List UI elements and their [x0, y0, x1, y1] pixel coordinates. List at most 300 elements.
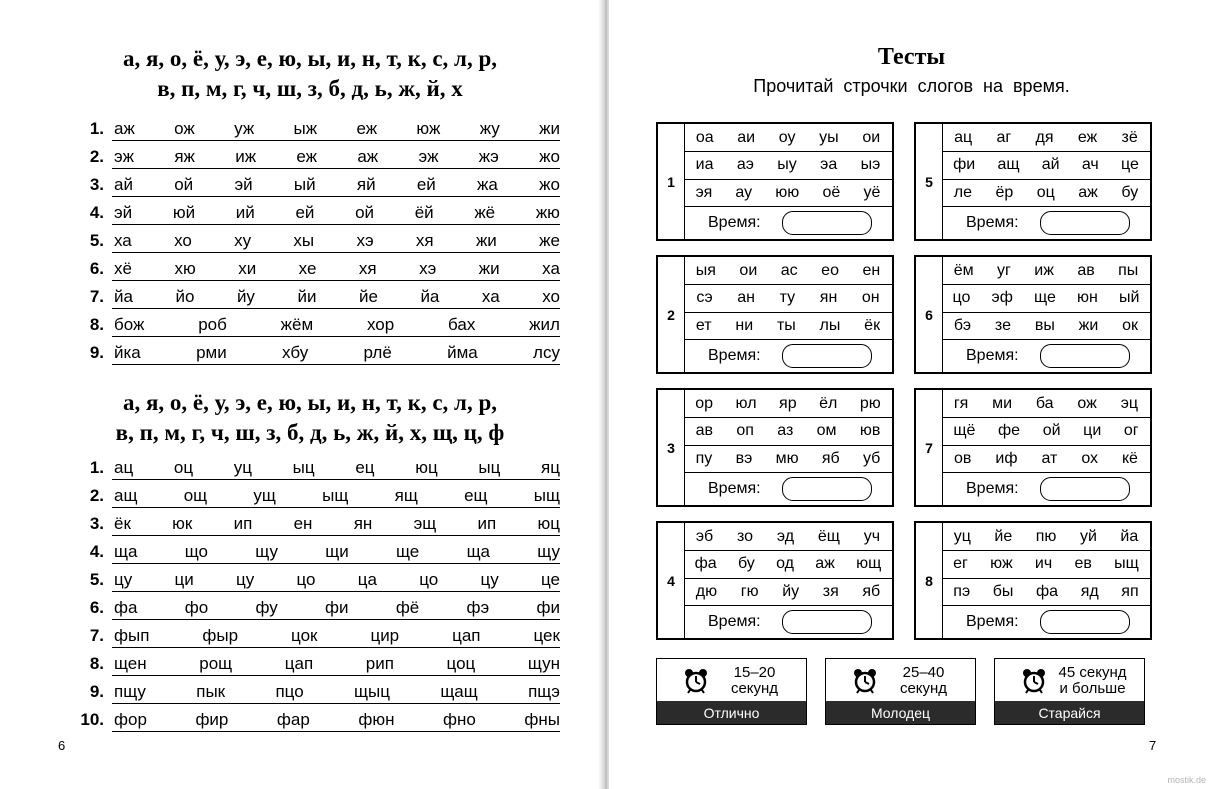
letters-line: в, п, м, г, ч, ш, з, б, д, ь, ж, й, х — [157, 76, 463, 101]
time-label: Время: — [966, 214, 1019, 231]
time-input-box[interactable] — [782, 477, 872, 501]
test-syllable-row — [942, 179, 1150, 207]
syllable: од — [776, 555, 794, 572]
test-number: 2 — [658, 257, 685, 372]
syllable: хё — [114, 259, 132, 278]
syllable: хэ — [419, 259, 437, 278]
test-syllable-row — [942, 312, 1150, 340]
time-input-box[interactable] — [782, 610, 872, 634]
row-underline — [112, 731, 560, 732]
syllable: фно — [443, 710, 476, 729]
row-syllables — [114, 119, 560, 139]
syllable: пцо — [275, 682, 304, 701]
syllable: хо — [542, 287, 560, 306]
row-number: 7. — [89, 626, 104, 645]
syllable: яц — [541, 458, 560, 477]
syllable: яд — [1080, 582, 1099, 600]
syllable: еж — [296, 147, 318, 166]
syllable: эж — [114, 147, 135, 166]
syllable: фу — [255, 598, 278, 617]
syllable: ян — [819, 289, 838, 306]
row-number: 1. — [89, 119, 104, 138]
syllable: дю — [695, 582, 718, 600]
syllable: ен — [862, 261, 881, 279]
syllable: ещ — [464, 486, 488, 505]
syllable: ха — [481, 287, 500, 306]
syllable-row — [70, 540, 560, 568]
syllable: ой — [174, 175, 194, 194]
test-syllable-row — [942, 124, 1150, 152]
syllable: ём — [953, 261, 974, 279]
syllable: юц — [415, 458, 438, 477]
syllable-row — [70, 624, 560, 652]
syllable: йу — [236, 287, 255, 306]
syllable: аг — [996, 128, 1012, 146]
syllable: ец — [355, 458, 375, 477]
syllable: ей — [295, 203, 315, 222]
score-time — [1047, 665, 1144, 697]
syllable: ущ — [253, 486, 276, 505]
syllable: юв — [859, 422, 881, 439]
right-page — [609, 0, 1214, 789]
time-label: Время: — [966, 347, 1019, 364]
test-syllable-row — [684, 578, 892, 606]
row-underline — [112, 703, 560, 704]
time-input-box[interactable] — [782, 211, 872, 235]
syllable: бэ — [953, 316, 972, 334]
syllable: ёр — [995, 183, 1014, 201]
syllable: жэ — [478, 147, 499, 166]
syllable: зя — [822, 582, 839, 600]
row-underline — [112, 224, 560, 225]
syllable: ёк — [864, 316, 881, 334]
row-underline — [112, 280, 560, 281]
time-row — [942, 207, 1150, 239]
test-box-7 — [914, 388, 1152, 507]
syllable: цок — [291, 626, 318, 645]
syllable: эа — [820, 156, 838, 173]
score-label: Отлично — [657, 701, 806, 724]
syllable: хо — [174, 231, 192, 250]
watermark: mostik.de — [1167, 775, 1206, 785]
time-row — [684, 340, 892, 372]
letters-header-1 — [50, 44, 570, 104]
time-input-box[interactable] — [1040, 610, 1130, 634]
row-syllables — [114, 542, 560, 562]
time-input-box[interactable] — [1040, 344, 1130, 368]
syllable: фып — [114, 626, 150, 645]
test-number: 6 — [916, 257, 943, 372]
test-number: 5 — [916, 124, 943, 239]
syllable: же — [539, 231, 560, 250]
syllable-row — [70, 285, 560, 313]
syllable: мю — [775, 449, 799, 467]
time-label: Время: — [966, 613, 1019, 630]
alarm-clock-icon — [1021, 668, 1047, 694]
syllable: оу — [778, 128, 796, 146]
syllable: це — [540, 570, 560, 589]
syllable: жём — [280, 315, 314, 334]
row-number: 8. — [89, 654, 104, 673]
syllable: пю — [1035, 527, 1057, 545]
syllable: эщ — [413, 514, 437, 533]
letters-line: а, я, о, ё, у, э, е, ю, ы, и, н, т, к, с, л, р, — [122, 46, 497, 71]
alarm-clock-icon — [683, 668, 709, 694]
syllable: цу — [114, 570, 133, 589]
syllable: пы — [1118, 261, 1139, 279]
syllable: рми — [196, 343, 227, 362]
syllable: зё — [1121, 128, 1138, 146]
row-number: 6. — [89, 259, 104, 278]
syllable: хи — [238, 259, 257, 278]
syllable: ощ — [183, 486, 208, 505]
row-number: 8. — [89, 315, 104, 334]
syllable: йа — [420, 287, 440, 306]
syllable: сэ — [696, 289, 713, 306]
syllable: фор — [114, 710, 147, 729]
test-number: 8 — [916, 523, 943, 638]
syllable: фо — [184, 598, 209, 617]
syllable: иф — [995, 449, 1018, 467]
syllable: ыж — [293, 119, 318, 138]
syllable: рип — [365, 654, 394, 673]
letters-line: а, я, о, ё, у, э, е, ю, ы, и, н, т, к, с, л, р, — [122, 390, 497, 415]
syllable: ще — [1033, 289, 1056, 306]
syllable: ми — [992, 394, 1013, 412]
test-syllable-row — [942, 523, 1150, 551]
syllable: бу — [1121, 183, 1139, 201]
row-underline — [112, 675, 560, 676]
syllable: жи — [478, 259, 500, 278]
syllable: хе — [298, 259, 317, 278]
test-number: 7 — [916, 390, 943, 505]
syllable: хэ — [356, 231, 374, 250]
syllable: аж — [1078, 183, 1098, 201]
syllable-row — [70, 680, 560, 708]
syllable: ау — [735, 183, 753, 201]
syllable: йе — [358, 287, 378, 306]
row-syllables — [114, 287, 560, 307]
syllable: еж — [356, 119, 378, 138]
test-syllable-row — [684, 257, 892, 285]
syllable: ав — [695, 422, 714, 439]
syllable: эф — [991, 289, 1013, 306]
syllable: ху — [234, 231, 252, 250]
syllable: жо — [539, 175, 560, 194]
score-time-line: 15–20 — [733, 663, 776, 681]
row-syllables — [114, 147, 560, 167]
syllable: ща — [114, 542, 138, 561]
syllable: пык — [196, 682, 226, 701]
syllable: оа — [695, 128, 714, 146]
syllable: яр — [779, 394, 797, 412]
score-card-good — [825, 658, 976, 725]
row-number: 7. — [89, 287, 104, 306]
syllable: ыя — [695, 261, 716, 279]
row-syllables — [114, 710, 560, 730]
syllable: ой — [355, 203, 375, 222]
time-row — [684, 606, 892, 638]
syllable: юй — [172, 203, 196, 222]
syllable: иа — [695, 156, 714, 173]
test-syllable-row — [684, 551, 892, 579]
row-syllables — [114, 315, 560, 335]
syllable: вы — [1034, 316, 1055, 334]
syllable: ож — [1077, 394, 1097, 412]
time-label: Время: — [708, 480, 761, 497]
syllable: жа — [477, 175, 498, 194]
syllable-row — [70, 229, 560, 257]
test-syllable-row — [942, 445, 1150, 473]
syllable: бу — [737, 555, 755, 572]
syllable: гю — [740, 582, 759, 600]
row-underline — [112, 535, 560, 536]
syllable: жо — [539, 147, 560, 166]
row-number: 2. — [89, 486, 104, 505]
syllable: цек — [533, 626, 560, 645]
syllable: ый — [293, 175, 316, 194]
test-box-5 — [914, 122, 1152, 241]
syllable: ей — [416, 175, 436, 194]
syllable: ты — [776, 316, 796, 334]
syllable: эж — [418, 147, 439, 166]
syllable: цо — [296, 570, 316, 589]
page-title: Тесты — [877, 44, 946, 70]
syllable: уй — [1079, 527, 1097, 545]
syllable: оё — [822, 183, 841, 201]
row-underline — [112, 196, 560, 197]
syllable: кё — [1122, 449, 1138, 467]
row-syllables — [114, 343, 560, 363]
row-syllables — [114, 682, 560, 702]
time-input-box[interactable] — [782, 344, 872, 368]
row-number: 9. — [89, 343, 104, 362]
letters-line: в, п, м, г, ч, ш, з, б, д, ь, ж, й, х, щ, ц, ф — [115, 420, 505, 445]
page-number-left: 6 — [58, 738, 66, 753]
syllable: уц — [233, 458, 252, 477]
syllable: ыц — [292, 458, 315, 477]
letters-header-2 — [50, 388, 570, 448]
syllable: фэ — [466, 598, 490, 617]
test-syllable-row — [942, 578, 1150, 606]
syllable: ащ — [997, 156, 1020, 173]
syllable: що — [184, 542, 208, 561]
syllable: ёл — [819, 394, 838, 412]
syllable: яж — [174, 147, 195, 166]
syllable: эй — [114, 203, 133, 222]
row-number: 9. — [89, 682, 104, 701]
syllable: ца — [357, 570, 377, 589]
syllable: ач — [1081, 156, 1099, 173]
syllable: фыр — [202, 626, 239, 645]
test-syllable-row — [942, 257, 1150, 285]
syllable: еж — [1077, 128, 1098, 146]
syllable: уц — [953, 527, 971, 545]
syllable-row — [70, 257, 560, 285]
syllable: ац — [954, 128, 973, 146]
row-number: 4. — [89, 542, 104, 561]
syllable: ип — [477, 514, 497, 533]
syllable: ыц — [478, 458, 501, 477]
syllable: оп — [736, 422, 754, 439]
score-card-excellent — [656, 658, 807, 725]
syllable: фа — [114, 598, 138, 617]
syllable: йа — [1120, 527, 1139, 545]
syllable: ци — [1083, 422, 1102, 439]
syllable: уб — [863, 449, 881, 467]
syllable-list-2 — [70, 456, 560, 736]
syllable: щу — [537, 542, 560, 561]
syllable: ха — [114, 231, 132, 250]
row-syllables — [114, 598, 560, 618]
test-syllable-row — [684, 312, 892, 340]
row-syllables — [114, 654, 560, 674]
syllable: юю — [775, 183, 800, 201]
syllable: яб — [862, 582, 881, 600]
syllable: цо — [419, 570, 439, 589]
syllable: яб — [821, 449, 840, 467]
test-number: 1 — [658, 124, 685, 239]
syllable: оц — [1036, 183, 1055, 201]
syllable: йу — [782, 582, 800, 600]
row-number: 5. — [89, 570, 104, 589]
left-page — [0, 0, 604, 789]
syllable: йка — [114, 343, 141, 362]
syllable: хя — [358, 259, 377, 278]
syllable: ип — [233, 514, 253, 533]
row-syllables — [114, 231, 560, 251]
syllable: зо — [737, 527, 754, 545]
syllable: ен — [293, 514, 313, 533]
syllable: ыу — [777, 156, 797, 173]
time-label: Время: — [708, 214, 761, 231]
syllable: ту — [779, 289, 796, 306]
syllable: ёк — [114, 514, 131, 533]
syllable: ок — [1122, 316, 1139, 334]
syllable: ци — [174, 570, 194, 589]
syllable: щу — [255, 542, 278, 561]
syllable: он — [861, 289, 880, 306]
syllable: ат — [1041, 449, 1058, 467]
syllable: фа — [694, 555, 717, 572]
syllable: ои — [739, 261, 758, 279]
syllable: цап — [284, 654, 314, 673]
test-syllable-row — [942, 152, 1150, 180]
row-syllables — [114, 486, 560, 506]
row-underline — [112, 364, 560, 365]
row-syllables — [114, 259, 560, 279]
syllable: ща — [466, 542, 491, 561]
test-syllable-row — [684, 124, 892, 152]
test-syllable-row — [684, 152, 892, 180]
syllable: цир — [370, 626, 400, 645]
syllable: жё — [474, 203, 496, 222]
syllable: дя — [1035, 128, 1054, 146]
syllable: щыц — [354, 682, 390, 701]
syllable: ич — [1034, 555, 1053, 572]
syllable: ац — [114, 458, 134, 477]
row-syllables — [114, 626, 560, 646]
syllable-row — [70, 173, 560, 201]
syllable: жи — [475, 231, 497, 250]
syllable: цу — [480, 570, 499, 589]
page-number-right: 7 — [1149, 738, 1157, 753]
syllable: фны — [524, 710, 560, 729]
test-box-8 — [914, 521, 1152, 640]
syllable: юк — [172, 514, 193, 533]
syllable: цо — [952, 289, 971, 306]
syllable-row — [70, 341, 560, 369]
syllable: фир — [195, 710, 229, 729]
syllable: щун — [527, 654, 560, 673]
syllable: ни — [735, 316, 754, 334]
time-input-box[interactable] — [1040, 211, 1130, 235]
syllable: гя — [953, 394, 969, 412]
syllable: ай — [1041, 156, 1060, 173]
syllable: фё — [395, 598, 420, 617]
syllable: иж — [1034, 261, 1054, 279]
syllable: щащ — [440, 682, 478, 701]
syllable: ий — [235, 203, 255, 222]
syllable: аж — [357, 147, 379, 166]
row-underline — [112, 507, 560, 508]
row-underline — [112, 619, 560, 620]
score-time — [878, 665, 975, 697]
syllable: вэ — [735, 449, 753, 467]
time-input-box[interactable] — [1040, 477, 1130, 501]
row-syllables — [114, 203, 560, 223]
syllable: ёй — [414, 203, 434, 222]
time-row — [942, 473, 1150, 505]
syllable: жю — [535, 203, 560, 222]
syllable: эя — [695, 183, 713, 201]
syllable-row — [70, 313, 560, 341]
test-syllable-row — [942, 551, 1150, 579]
syllable: фи — [536, 598, 560, 617]
syllable: юж — [990, 555, 1013, 572]
test-syllable-row — [684, 179, 892, 207]
syllable: оц — [173, 458, 194, 477]
syllable: хор — [366, 315, 395, 334]
syllable: ле — [953, 183, 972, 201]
syllable: уы — [819, 128, 839, 146]
test-syllable-row — [684, 445, 892, 473]
score-time — [709, 665, 806, 697]
syllable: аж — [114, 119, 135, 138]
syllable: ай — [114, 175, 133, 194]
syllable: фар — [276, 710, 310, 729]
syllable: ыэ — [860, 156, 881, 173]
syllable: уг — [997, 261, 1011, 279]
test-box-3 — [656, 388, 894, 507]
syllable: ас — [780, 261, 798, 279]
row-underline — [112, 336, 560, 337]
row-number: 1. — [89, 458, 104, 477]
syllable: ом — [816, 422, 837, 439]
syllable: ев — [1074, 555, 1092, 572]
syllable: жи — [1078, 316, 1099, 334]
syllable: ющ — [856, 555, 882, 572]
row-syllables — [114, 570, 560, 590]
syllable: бах — [448, 315, 476, 334]
syllable: бы — [992, 582, 1014, 600]
row-underline — [112, 308, 560, 309]
syllable-row — [70, 145, 560, 173]
syllable: йи — [297, 287, 317, 306]
syllable: ет — [695, 316, 712, 334]
syllable: ео — [821, 261, 839, 279]
syllable: аэ — [736, 156, 754, 173]
